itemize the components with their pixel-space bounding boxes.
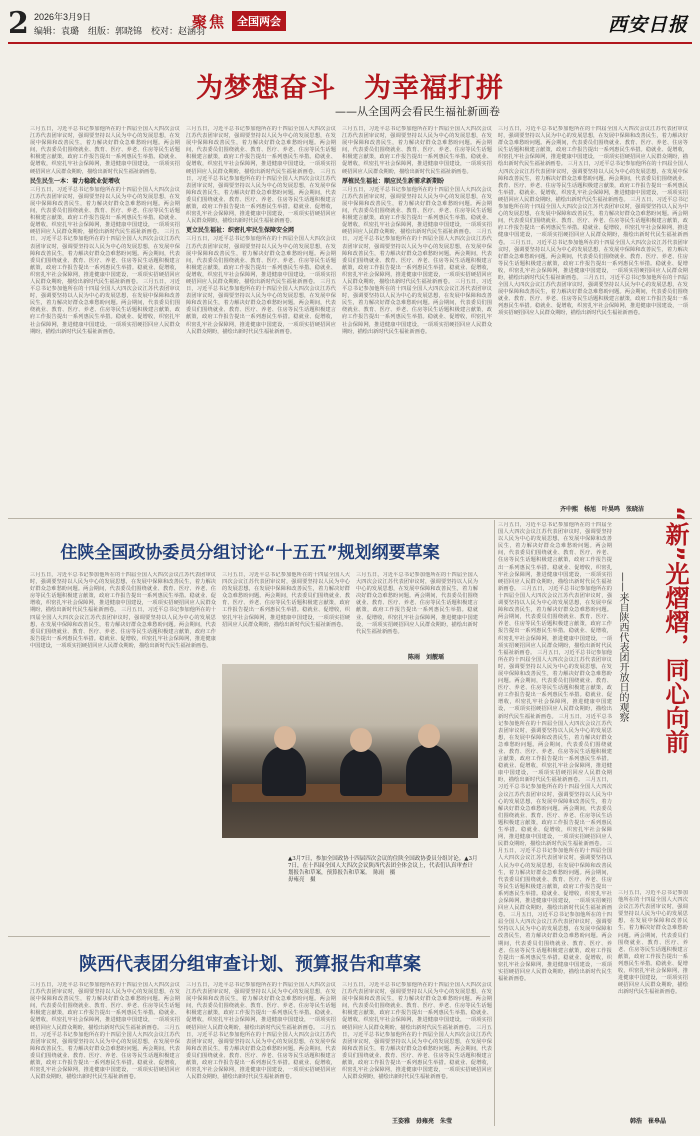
article1-column-4	[498, 126, 688, 502]
article1-headline: 为梦想奋斗 为幸福打拼	[196, 73, 504, 104]
attendee-head	[350, 728, 372, 752]
body-text: 三月五日，习近平总书记参加他所在的十四届全国人大四次会议江苏代表团审议时，强调要坚持以人民为中心的发展思想，在发展中保障和改善民生，着力解决好群众急难愁盼问题。两会期间，代表委员们围绕就业、教育、医疗、养老、住房等民生话题积极建言献策，政府工作报告提出一系列惠民生举措。稳就业、促增收，织密扎牢社会保障网，推进健康中国建设，一项项实招硬招回应人民群众期盼，描绘出新时代民生福祉新画卷。	[498, 841, 612, 919]
body-text: 三月五日，习近平总书记参加他所在的十四届全国人大四次会议江苏代表团审议时，强调要坚持以人民为中心的发展思想，在发展中保障和改善民生，着力解决好群众急难愁盼问题。两会期间，代表委员们围绕就业、教育、医疗、养老、住房等民生话题积极建言献策，政府工作报告提出一系列惠民生举措。稳就业、促增收，织密扎牢社会保障网，推进健康中国建设，一项项实招硬招回应人民群众期盼，描绘出新时代民生福祉新画卷。	[30, 126, 180, 175]
body-text: 三月五日，习近平总书记参加他所在的十四届全国人大四次会议江苏代表团审议时，强调要坚持以人民为中心的发展思想，在发展中保障和改善民生，着力解决好群众急难愁盼问题。两会期间，代表委员们围绕就业、教育、医疗、养老、住房等民生话题积极建言献策，政府工作报告提出一系列惠民生举措。稳就业、促增收，织密扎牢社会保障网，推进健康中国建设，一项项实招硬招回应人民群众期盼，描绘出新时代民生福祉新画卷。	[498, 522, 612, 592]
body-text: 三月五日，习近平总书记参加他所在的十四届全国人大四次会议江苏代表团审议时，强调要坚持以人民为中心的发展思想，在发展中保障和改善民生，着力解决好群众急难愁盼问题。两会期间，代表委员们围绕就业、教育、医疗、养老、住房等民生话题积极建言献策，政府工作报告提出一系列惠民生举措。稳就业、促增收，织密扎牢社会保障网，推进健康中国建设，一项项实招硬招回应人民群众期盼，描绘出新时代民生福祉新画卷。	[356, 572, 478, 635]
article2-byline: 陈雨 刘靓瑶	[408, 654, 445, 661]
attendee-head	[418, 724, 440, 748]
section-tag: 全国两会	[232, 11, 286, 31]
masthead-rule	[8, 42, 692, 44]
article1-subheadline: ——从全国两会看民生福祉新画卷	[335, 105, 500, 118]
body-text: 三月五日，习近平总书记参加他所在的十四届全国人大四次会议江苏代表团审议时，强调要坚持以人民为中心的发展思想，在发展中保障和改善民生，着力解决好群众急难愁盼问题。两会期间，代表委员们围绕就业、教育、医疗、养老、住房等民生话题积极建言献策，政府工作报告提出一系列惠民生举措。稳就业、促增收，织密扎牢社会保障网，推进健康中国建设，一项项实招硬招回应人民群众期盼，描绘出新时代民生福祉新画卷。	[30, 1024, 180, 1081]
body-text: 三月五日，习近平总书记参加他所在的十四届全国人大四次会议江苏代表团审议时，强调要坚持以人民为中心的发展思想，在发展中保障和改善民生，着力解决好群众急难愁盼问题。两会期间，代表委员们围绕就业、教育、医疗、养老、住房等民生话题积极建言献策，政府工作报告提出一系列惠民生举措。稳就业、促增收，织密扎牢社会保障网，推进健康中国建设，一项项实招硬招回应人民群众期盼，描绘出新时代民生福祉新画卷。	[342, 186, 492, 236]
article3-column-3	[342, 982, 492, 1112]
masthead	[8, 6, 478, 40]
body-text: 三月五日，习近平总书记参加他所在的十四届全国人大四次会议江苏代表团审议时，强调要坚持以人民为中心的发展思想，在发展中保障和改善民生，着力解决好群众急难愁盼问题。两会期间，代表委员们围绕就业、教育、医疗、养老、住房等民生话题积极建言献策，政府工作报告提出一系列惠民生举措。稳就业、促增收，织密扎牢社会保障网，推进健康中国建设，一项项实招硬招回应人民群众期盼，描绘出新时代民生福祉新画卷。	[498, 196, 688, 246]
section-divider	[8, 518, 692, 519]
attendee-figure	[262, 746, 306, 796]
body-text: 三月五日，习近平总书记参加他所在的十四届全国人大四次会议江苏代表团审议时，强调要坚持以人民为中心的发展思想，在发展中保障和改善民生，着力解决好群众急难愁盼问题。两会期间，代表委员们围绕就业、教育、医疗、养老、住房等民生话题积极建言献策，政府工作报告提出一系列惠民生举措。稳就业、促增收，织密扎牢社会保障网，推进健康中国建设，一项项实招硬招回应人民群众期盼，描绘出新时代民生福祉新画卷。	[30, 186, 180, 236]
attendee-head	[274, 726, 296, 750]
body-text: 三月五日，习近平总书记参加他所在的十四届全国人大四次会议江苏代表团审议时，强调要坚持以人民为中心的发展思想，在发展中保障和改善民生，着力解决好群众急难愁盼问题。两会期间，代表委员们围绕就业、教育、医疗、养老、住房等民生话题积极建言献策，政府工作报告提出一系列惠民生举措。稳就业、促增收，织密扎牢社会保障网，推进健康中国建设，一项项实招硬招回应人民群众期盼，描绘出新时代民生福祉新画卷。	[30, 982, 180, 1031]
article1-byline: 齐中熙 杨旭 叶昊鸣 张晓洁	[560, 506, 645, 513]
body-text: 三月五日，习近平总书记参加他所在的十四届全国人大四次会议江苏代表团审议时，强调要坚持以人民为中心的发展思想，在发展中保障和改善民生，着力解决好群众急难愁盼问题。两会期间，代表委员们围绕就业、教育、医疗、养老、住房等民生话题积极建言献策，政府工作报告提出一系列惠民生举措。稳就业、促增收，织密扎牢社会保障网，推进健康中国建设，一项项实招硬招回应人民群众期盼，描绘出新时代民生福祉新画卷。	[342, 229, 492, 285]
article2-column-3	[356, 572, 478, 656]
page-number: 2	[8, 6, 29, 41]
body-text: 三月五日，习近平总书记参加他所在的十四届全国人大四次会议江苏代表团审议时，强调要坚持以人民为中心的发展思想，在发展中保障和改善民生，着力解决好群众急难愁盼问题。两会期间，代表委员们围绕就业、教育、医疗、养老、住房等民生话题积极建言献策，政府工作报告提出一系列惠民生举措。稳就业、促增收，织密扎牢社会保障网，推进健康中国建设，一项项实招硬招回应人民群众期盼，描绘出新时代民生福祉新画卷。	[222, 572, 350, 628]
body-text: 三月五日，习近平总书记参加他所在的十四届全国人大四次会议江苏代表团审议时，强调要坚持以人民为中心的发展思想，在发展中保障和改善民生，着力解决好群众急难愁盼问题。两会期间，代表委员们围绕就业、教育、医疗、养老、住房等民生话题积极建言献策，政府工作报告提出一系列惠民生举措。稳就业、促增收，织密扎牢社会保障网，推进健康中国建设，一项项实招硬招回应人民群众期盼，描绘出新时代民生福祉新画卷。	[498, 713, 612, 784]
body-text: 三月五日，习近平总书记参加他所在的十四届全国人大四次会议江苏代表团审议时，强调要坚持以人民为中心的发展思想，在发展中保障和改善民生，着力解决好群众急难愁盼问题。两会期间，代表委员们围绕就业、教育、医疗、养老、住房等民生话题积极建言献策，政府工作报告提出一系列惠民生举措。稳就业、促增收，织密扎牢社会保障网，推进健康中国建设，一项项实招硬招回应人民群众期盼，描绘出新时代民生福祉新画卷。	[498, 585, 612, 656]
body-text: 三月五日，习近平总书记参加他所在的十四届全国人大四次会议江苏代表团审议时，强调要坚持以人民为中心的发展思想，在发展中保障和改善民生，着力解决好群众急难愁盼问题。两会期间，代表委员们围绕就业、教育、医疗、养老、住房等民生话题积极建言献策，政府工作报告提出一系列惠民生举措。稳就业、促增收，织密扎牢社会保障网，推进健康中国建设，一项项实招硬招回应人民群众期盼，描绘出新时代民生福祉新画卷。	[498, 649, 612, 720]
attendee-figure	[340, 748, 382, 796]
body-text: 三月五日，习近平总书记参加他所在的十四届全国人大四次会议江苏代表团审议时，强调要坚持以人民为中心的发展思想，在发展中保障和改善民生，着力解决好群众急难愁盼问题。两会期间，代表委员们围绕就业、教育、医疗、养老、住房等民生话题积极建言献策，政府工作报告提出一系列惠民生举措。稳就业、促增收，织密扎牢社会保障网，推进健康中国建设，一项项实招硬招回应人民群众期盼，描绘出新时代民生福祉新画卷。	[186, 126, 336, 175]
sidebar-title: “新”光熠熠，同心向前	[661, 506, 689, 754]
staff-credits: 编辑：袁璐 组版：郭晓锦 校对：赵涵羽	[34, 26, 206, 36]
body-text: 三月五日，习近平总书记参加他所在的十四届全国人大四次会议江苏代表团审议时，强调要坚持以人民为中心的发展思想，在发展中保障和改善民生，着力解决好群众急难愁盼问题。两会期间，代表委员们围绕就业、教育、医疗、养老、住房等民生话题积极建言献策，政府工作报告提出一系列惠民生举措。稳就业、促增收，织密扎牢社会保障网，推进健康中国建设，一项项实招硬招回应人民群众期盼，描绘出新时代民生福祉新画卷。	[498, 161, 688, 203]
photo-caption	[288, 856, 478, 884]
attendee-figure	[406, 744, 452, 796]
body-text: 三月五日，习近平总书记参加他所在的十四届全国人大四次会议江苏代表团审议时，强调要坚持以人民为中心的发展思想，在发展中保障和改善民生，着力解决好群众急难愁盼问题。两会期间，代表委员们围绕就业、教育、医疗、养老、住房等民生话题积极建言献策，政府工作报告提出一系列惠民生举措。稳就业、促增收，织密扎牢社会保障网，推进健康中国建设，一项项实招硬招回应人民群众期盼，描绘出新时代民生福祉新画卷。	[618, 890, 688, 996]
body-text: 三月五日，习近平总书记参加他所在的十四届全国人大四次会议江苏代表团审议时，强调要坚持以人民为中心的发展思想，在发展中保障和改善民生，着力解决好群众急难愁盼问题。两会期间，代表委员们围绕就业、教育、医疗、养老、住房等民生话题积极建言献策，政府工作报告提出一系列惠民生举措。稳就业、促增收，织密扎牢社会保障网，推进健康中国建设，一项项实招硬招回应人民群众期盼，描绘出新时代民生福祉新画卷。	[342, 982, 492, 1031]
section-divider	[8, 936, 490, 937]
section-header	[192, 6, 286, 36]
body-text: 三月五日，习近平总书记参加他所在的十四届全国人大四次会议江苏代表团审议时，强调要坚持以人民为中心的发展思想，在发展中保障和改善民生，着力解决好群众急难愁盼问题。两会期间，代表委员们围绕就业、教育、医疗、养老、住房等民生话题积极建言献策，政府工作报告提出一系列惠民生举措。稳就业、促增收，织密扎牢社会保障网，推进健康中国建设，一项项实招硬招回应人民群众期盼，描绘出新时代民生福祉新画卷。	[186, 236, 336, 285]
body-text: 三月五日，习近平总书记参加他所在的十四届全国人大四次会议江苏代表团审议时，强调要坚持以人民为中心的发展思想，在发展中保障和改善民生，着力解决好群众急难愁盼问题。两会期间，代表委员们围绕就业、教育、医疗、养老、住房等民生话题积极建言献策，政府工作报告提出一系列惠民生举措。稳就业、促增收，织密扎牢社会保障网，推进健康中国建设，一项项实招硬招回应人民群众期盼，描绘出新时代民生福祉新画卷。	[186, 278, 336, 335]
issue-date: 2026年3月9日	[34, 12, 92, 22]
body-text: 三月五日，习近平总书记参加他所在的十四届全国人大四次会议江苏代表团审议时，强调要坚持以人民为中心的发展思想，在发展中保障和改善民生，着力解决好群众急难愁盼问题。两会期间，代表委员们围绕就业、教育、医疗、养老、住房等民生话题积极建言献策，政府工作报告提出一系列惠民生举措。稳就业、促增收，织密扎牢社会保障网，推进健康中国建设，一项项实招硬招回应人民群众期盼，描绘出新时代民生福祉新画卷。	[186, 982, 336, 1031]
photo-caption-text: ▲3月7日，参加全国政协十四届四次会议的住陕全国政协委员分组讨论。▲3月7日，在十四届全国人大四次会议陕西代表团全体会议上，代表们认真审查计划报告和草案，预算报告和草案。 陈雨 摄	[288, 856, 478, 876]
section-focus: 聚焦	[192, 12, 227, 31]
article2-column-1	[30, 572, 216, 932]
article3-column-2	[186, 982, 336, 1126]
article1-section-head-3: 厚植民生福祉：顺应民生新需求新期盼	[342, 177, 445, 185]
body-text: 三月五日，习近平总书记参加他所在的十四届全国人大四次会议江苏代表团审议时，强调要坚持以人民为中心的发展思想，在发展中保障和改善民生，着力解决好群众急难愁盼问题。两会期间，代表委员们围绕就业、教育、医疗、养老、住房等民生话题积极建言献策，政府工作报告提出一系列惠民生举措。稳就业、促增收，织密扎牢社会保障网，推进健康中国建设，一项项实招硬招回应人民群众期盼，描绘出新时代民生福祉新画卷。	[498, 274, 688, 317]
article3-headline: 陕西代表团分组审查计划、预算报告和草案	[79, 954, 421, 975]
body-text: 三月五日，习近平总书记参加他所在的十四届全国人大四次会议江苏代表团审议时，强调要坚持以人民为中心的发展思想，在发展中保障和改善民生，着力解决好群众急难愁盼问题。两会期间，代表委员们围绕就业、教育、医疗、养老、住房等民生话题积极建言献策，政府工作报告提出一系列惠民生举措。稳就业、促增收，织密扎牢社会保障网，推进健康中国建设，一项项实招硬招回应人民群众期盼，描绘出新时代民生福祉新画卷。	[186, 1024, 336, 1081]
article2-headline: 住陕全国政协委员分组讨论“十五五”规划纲要草案	[60, 543, 440, 563]
body-text: 三月五日，习近平总书记参加他所在的十四届全国人大四次会议江苏代表团审议时，强调要坚持以人民为中心的发展思想，在发展中保障和改善民生，着力解决好群众急难愁盼问题。两会期间，代表委员们围绕就业、教育、医疗、养老、住房等民生话题积极建言献策，政府工作报告提出一系列惠民生举措。稳就业、促增收，织密扎牢社会保障网，推进健康中国建设，一项项实招硬招回应人民群众期盼，描绘出新时代民生福祉新画卷。	[498, 777, 612, 848]
body-text: 三月五日，习近平总书记参加他所在的十四届全国人大四次会议江苏代表团审议时，强调要坚持以人民为中心的发展思想，在发展中保障和改善民生，着力解决好群众急难愁盼问题。两会期间，代表委员们围绕就业、教育、医疗、养老、住房等民生话题积极建言献策，政府工作报告提出一系列惠民生举措。稳就业、促增收，织密扎牢社会保障网，推进健康中国建设，一项项实招硬招回应人民群众期盼，描绘出新时代民生福祉新画卷。	[30, 607, 216, 649]
sidebar-column-2	[618, 890, 688, 1108]
body-text: 三月五日，习近平总书记参加他所在的十四届全国人大四次会议江苏代表团审议时，强调要坚持以人民为中心的发展思想，在发展中保障和改善民生，着力解决好群众急难愁盼问题。两会期间，代表委员们围绕就业、教育、医疗、养老、住房等民生话题积极建言献策，政府工作报告提出一系列惠民生举措。稳就业、促增收，织密扎牢社会保障网，推进健康中国建设，一项项实招硬招回应人民群众期盼，描绘出新时代民生福祉新画卷。	[498, 239, 688, 281]
article3-byline: 王姿雅 毋雍亮 朱莹	[392, 1118, 453, 1125]
paper-logo: 西安日报	[607, 14, 688, 36]
body-text: 三月五日，习近平总书记参加他所在的十四届全国人大四次会议江苏代表团审议时，强调要坚持以人民为中心的发展思想，在发展中保障和改善民生，着力解决好群众急难愁盼问题。两会期间，代表委员们围绕就业、教育、医疗、养老、住房等民生话题积极建言献策，政府工作报告提出一系列惠民生举措。稳就业、促增收，织密扎牢社会保障网，推进健康中国建设，一项项实招硬招回应人民群众期盼，描绘出新时代民生福祉新画卷。	[30, 572, 216, 614]
article3-column-1	[30, 982, 180, 1126]
news-photo-meeting	[222, 664, 478, 838]
article1-section-head-1: 民生民生一本：着力稳就业促增收	[30, 177, 121, 185]
body-text: 三月五日，习近平总书记参加他所在的十四届全国人大四次会议江苏代表团审议时，强调要坚持以人民为中心的发展思想，在发展中保障和改善民生，着力解决好群众急难愁盼问题。两会期间，代表委员们围绕就业、教育、医疗、养老、住房等民生话题积极建言献策，政府工作报告提出一系列惠民生举措。稳就业、促增收，织密扎牢社会保障网，推进健康中国建设，一项项实招硬招回应人民群众期盼，描绘出新时代民生福祉新画卷。	[498, 126, 688, 168]
article2-column-2	[222, 572, 350, 662]
sidebar-column	[498, 522, 612, 1122]
photo-caption-credit: 毋雍亮 摄	[288, 877, 316, 883]
body-text: 三月五日，习近平总书记参加他所在的十四届全国人大四次会议江苏代表团审议时，强调要坚持以人民为中心的发展思想，在发展中保障和改善民生，着力解决好群众急难愁盼问题。两会期间，代表委员们围绕就业、教育、医疗、养老、住房等民生话题积极建言献策，政府工作报告提出一系列惠民生举措。稳就业、促增收，织密扎牢社会保障网，推进健康中国建设，一项项实招硬招回应人民群众期盼，描绘出新时代民生福祉新画卷。	[30, 229, 180, 285]
article1-section-head-2: 更立民生福祉：织密扎牢民生保障安全网	[186, 227, 295, 235]
body-text: 三月五日，习近平总书记参加他所在的十四届全国人大四次会议江苏代表团审议时，强调要坚持以人民为中心的发展思想，在发展中保障和改善民生，着力解决好群众急难愁盼问题。两会期间，代表委员们围绕就业、教育、医疗、养老、住房等民生话题积极建言献策，政府工作报告提出一系列惠民生举措。稳就业、促增收，织密扎牢社会保障网，推进健康中国建设，一项项实招硬招回应人民群众期盼，描绘出新时代民生福祉新画卷。	[498, 912, 612, 982]
body-text: 三月五日，习近平总书记参加他所在的十四届全国人大四次会议江苏代表团审议时，强调要坚持以人民为中心的发展思想，在发展中保障和改善民生，着力解决好群众急难愁盼问题。两会期间，代表委员们围绕就业、教育、医疗、养老、住房等民生话题积极建言献策，政府工作报告提出一系列惠民生举措。稳就业、促增收，织密扎牢社会保障网，推进健康中国建设，一项项实招硬招回应人民群众期盼，描绘出新时代民生福祉新画卷。	[30, 278, 180, 335]
sidebar-subtitle: ——来自陕西代表团开放日的观察	[617, 572, 628, 722]
sidebar-byline: 韩浩 崔皋晶	[630, 1118, 667, 1125]
article1-column-2	[186, 126, 336, 514]
body-text: 三月五日，习近平总书记参加他所在的十四届全国人大四次会议江苏代表团审议时，强调要坚持以人民为中心的发展思想，在发展中保障和改善民生，着力解决好群众急难愁盼问题。两会期间，代表委员们围绕就业、教育、医疗、养老、住房等民生话题积极建言献策，政府工作报告提出一系列惠民生举措。稳就业、促增收，织密扎牢社会保障网，推进健康中国建设，一项项实招硬招回应人民群众期盼，描绘出新时代民生福祉新画卷。	[186, 168, 336, 225]
body-text: 三月五日，习近平总书记参加他所在的十四届全国人大四次会议江苏代表团审议时，强调要坚持以人民为中心的发展思想，在发展中保障和改善民生，着力解决好群众急难愁盼问题。两会期间，代表委员们围绕就业、教育、医疗、养老、住房等民生话题积极建言献策，政府工作报告提出一系列惠民生举措。稳就业、促增收，织密扎牢社会保障网，推进健康中国建设，一项项实招硬招回应人民群众期盼，描绘出新时代民生福祉新画卷。	[342, 1024, 492, 1081]
body-text: 三月五日，习近平总书记参加他所在的十四届全国人大四次会议江苏代表团审议时，强调要坚持以人民为中心的发展思想，在发展中保障和改善民生，着力解决好群众急难愁盼问题。两会期间，代表委员们围绕就业、教育、医疗、养老、住房等民生话题积极建言献策，政府工作报告提出一系列惠民生举措。稳就业、促增收，织密扎牢社会保障网，推进健康中国建设，一项项实招硬招回应人民群众期盼，描绘出新时代民生福祉新画卷。	[342, 126, 492, 175]
column-divider	[494, 520, 495, 1126]
article1-column-3	[342, 126, 492, 514]
article1-column-1	[30, 126, 180, 514]
body-text: 三月五日，习近平总书记参加他所在的十四届全国人大四次会议江苏代表团审议时，强调要坚持以人民为中心的发展思想，在发展中保障和改善民生，着力解决好群众急难愁盼问题。两会期间，代表委员们围绕就业、教育、医疗、养老、住房等民生话题积极建言献策，政府工作报告提出一系列惠民生举措。稳就业、促增收，织密扎牢社会保障网，推进健康中国建设，一项项实招硬招回应人民群众期盼，描绘出新时代民生福祉新画卷。	[342, 278, 492, 335]
